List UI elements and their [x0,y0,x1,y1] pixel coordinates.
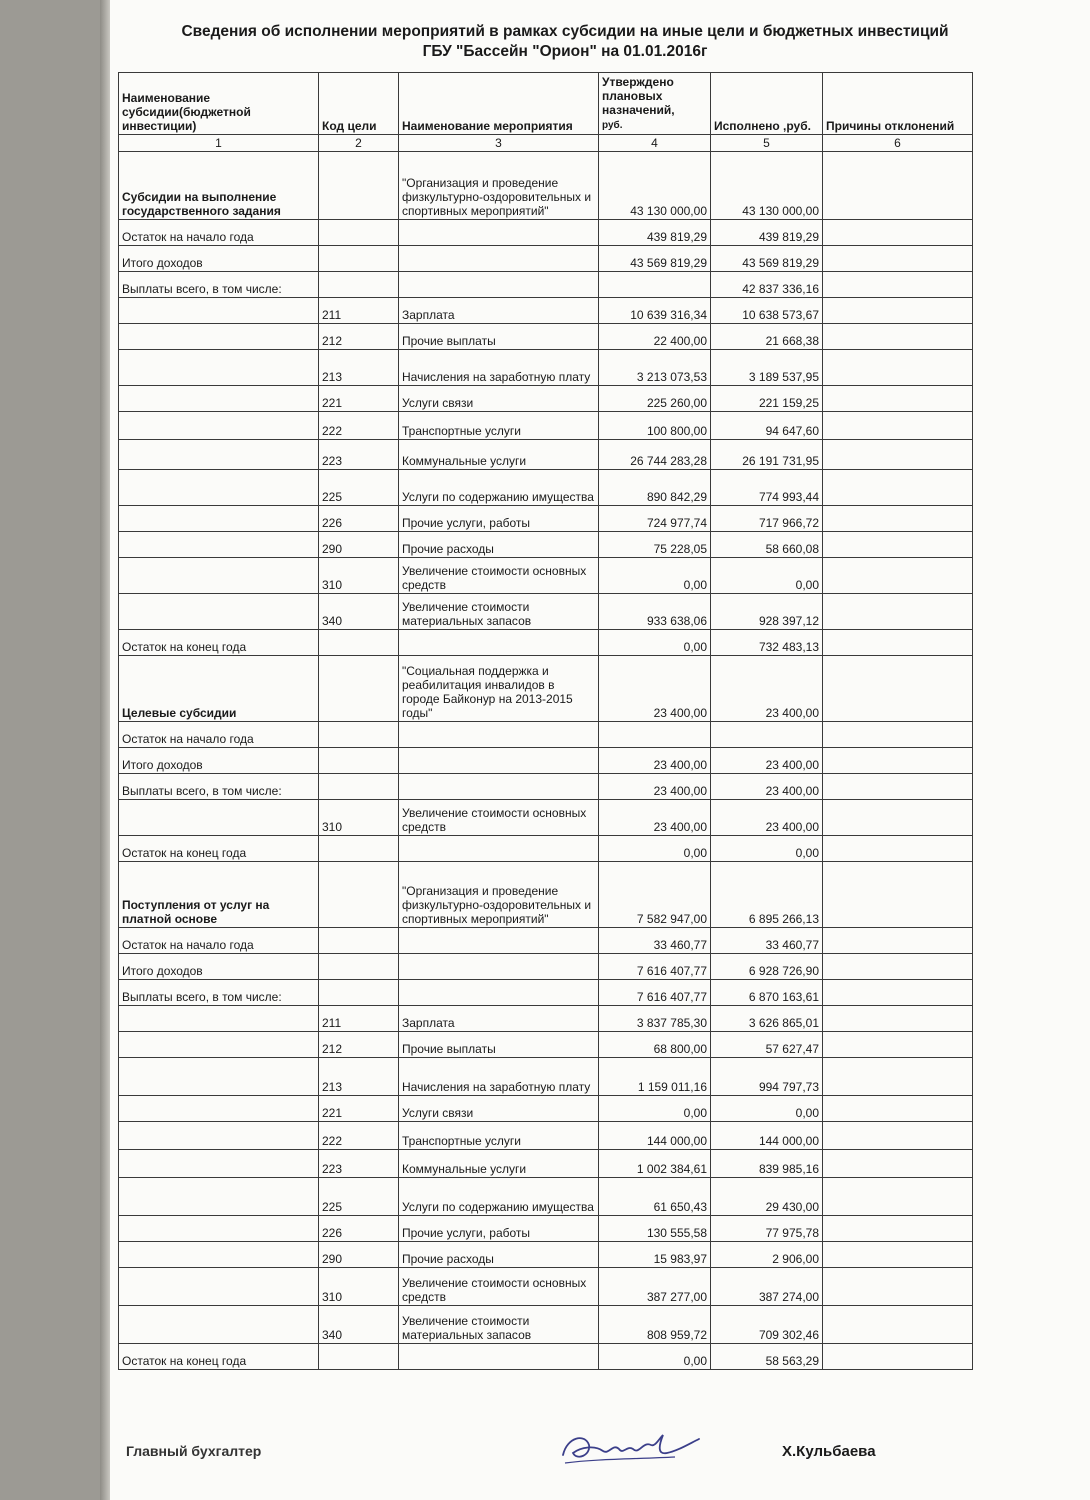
row-reason-cell [823,298,973,324]
row-name-cell: Итого доходов [119,246,319,272]
row-planned-cell: 22 400,00 [599,324,711,350]
row-measure-cell: Увеличение стоимости основных средств [399,558,599,594]
row-planned-cell: 61 650,43 [599,1178,711,1216]
row-reason-cell [823,1344,973,1370]
row-code-cell [319,954,399,980]
row-executed-cell: 3 189 537,95 [711,350,823,386]
row-code-cell [319,836,399,862]
row-code-cell: 223 [319,1150,399,1178]
row-planned-cell: 3 213 073,53 [599,350,711,386]
row-measure-cell [399,272,599,298]
row-measure-cell: Начисления на заработную плату [399,1058,599,1096]
row-measure-cell: Начисления на заработную плату [399,350,599,386]
row-planned-cell: 0,00 [599,836,711,862]
row-measure-cell [399,220,599,246]
table-row [119,1032,973,1058]
row-planned-cell: 0,00 [599,1096,711,1122]
column-number: 6 [823,135,973,152]
row-planned-cell: 15 983,97 [599,1242,711,1268]
row-measure-cell: "Организация и проведение физкультурно-оздоровительных и спортивных мероприятий" [399,152,599,220]
row-measure-cell [399,980,599,1006]
row-code-cell: 226 [319,1216,399,1242]
table-row [119,350,973,386]
accountant-name: Х.Кульбаева [782,1443,876,1460]
row-measure-cell: "Организация и проведение физкультурно-оздоровительных и спортивных мероприятий" [399,862,599,928]
row-code-cell: 340 [319,1306,399,1344]
row-reason-cell [823,1268,973,1306]
row-planned-cell: 890 842,29 [599,470,711,506]
row-code-cell: 211 [319,1006,399,1032]
row-name-cell: Остаток на конец года [119,836,319,862]
row-name-cell: Целевые субсидии [119,656,319,722]
row-measure-cell: "Социальная поддержка и реабилитация инвалидов в городе Байконур на 2013-2015 годы" [399,656,599,722]
title-line-2: ГБУ "Бассейн "Орион" на 01.01.2016г [422,43,708,60]
row-name-cell: Остаток на конец года [119,1344,319,1370]
row-executed-cell: 77 975,78 [711,1216,823,1242]
row-reason-cell [823,656,973,722]
row-planned-cell: 130 555,58 [599,1216,711,1242]
row-measure-cell [399,1344,599,1370]
row-name-cell [119,1242,319,1268]
row-name-cell [119,1096,319,1122]
row-planned-cell: 724 977,74 [599,506,711,532]
row-reason-cell [823,954,973,980]
row-name-cell: Остаток на начало года [119,722,319,748]
row-measure-cell [399,774,599,800]
row-executed-cell: 57 627,47 [711,1032,823,1058]
row-executed-cell: 928 397,12 [711,594,823,630]
row-planned-cell: 23 400,00 [599,656,711,722]
row-reason-cell [823,440,973,470]
row-measure-cell: Увеличение стоимости материальных запасов [399,1306,599,1344]
row-reason-cell [823,1216,973,1242]
row-name-cell [119,1306,319,1344]
report-body [119,152,973,1370]
row-name-cell [119,386,319,412]
row-measure-cell: Транспортные услуги [399,412,599,440]
row-code-cell: 310 [319,1268,399,1306]
row-executed-cell: 6 895 266,13 [711,862,823,928]
table-row [119,862,973,928]
row-measure-cell: Прочие услуги, работы [399,1216,599,1242]
row-planned-cell: 43 130 000,00 [599,152,711,220]
table-row [119,298,973,324]
row-executed-cell: 26 191 731,95 [711,440,823,470]
row-measure-cell [399,748,599,774]
row-executed-cell: 839 985,16 [711,1150,823,1178]
header-planned-label: Утверждено плановых назначений, [602,75,675,117]
row-measure-cell: Прочие выплаты [399,1032,599,1058]
row-executed-cell: 144 000,00 [711,1122,823,1150]
row-code-cell: 310 [319,800,399,836]
table-row [119,774,973,800]
row-executed-cell: 0,00 [711,1096,823,1122]
table-row [119,1268,973,1306]
row-name-cell: Выплаты всего, в том числе: [119,272,319,298]
row-planned-cell [599,722,711,748]
row-executed-cell: 6 870 163,61 [711,980,823,1006]
row-code-cell [319,272,399,298]
row-reason-cell [823,246,973,272]
table-row [119,748,973,774]
row-planned-cell: 23 400,00 [599,748,711,774]
row-code-cell: 340 [319,594,399,630]
row-planned-cell: 144 000,00 [599,1122,711,1150]
table-row [119,1306,973,1344]
table-row [119,412,973,440]
row-planned-cell: 0,00 [599,1344,711,1370]
header-row [119,73,973,135]
row-reason-cell [823,630,973,656]
table-row [119,836,973,862]
row-reason-cell [823,470,973,506]
row-reason-cell [823,558,973,594]
row-reason-cell [823,1058,973,1096]
row-executed-cell: 94 647,60 [711,412,823,440]
table-row [119,470,973,506]
row-measure-cell: Прочие расходы [399,532,599,558]
row-reason-cell [823,272,973,298]
row-executed-cell: 774 993,44 [711,470,823,506]
row-planned-cell: 808 959,72 [599,1306,711,1344]
row-code-cell: 225 [319,470,399,506]
row-measure-cell: Прочие услуги, работы [399,506,599,532]
row-executed-cell: 58 563,29 [711,1344,823,1370]
row-measure-cell: Зарплата [399,1006,599,1032]
table-row [119,558,973,594]
column-number: 5 [711,135,823,152]
header-reasons: Причины отклонений [823,73,973,135]
row-measure-cell: Увеличение стоимости материальных запасов [399,594,599,630]
row-reason-cell [823,1150,973,1178]
row-name-cell: Итого доходов [119,748,319,774]
row-reason-cell [823,220,973,246]
row-measure-cell [399,954,599,980]
row-reason-cell [823,506,973,532]
row-reason-cell [823,836,973,862]
column-number: 3 [399,135,599,152]
row-reason-cell [823,928,973,954]
row-name-cell [119,298,319,324]
document-title [150,22,980,62]
row-code-cell: 213 [319,350,399,386]
row-name-cell [119,324,319,350]
row-planned-cell: 68 800,00 [599,1032,711,1058]
row-code-cell: 211 [319,298,399,324]
row-code-cell [319,722,399,748]
table-row [119,1058,973,1096]
row-code-cell: 223 [319,440,399,470]
row-planned-cell: 75 228,05 [599,532,711,558]
row-code-cell [319,928,399,954]
row-planned-cell: 439 819,29 [599,220,711,246]
row-measure-cell [399,630,599,656]
row-planned-cell: 23 400,00 [599,800,711,836]
row-code-cell [319,1344,399,1370]
row-name-cell [119,1122,319,1150]
header-goal-code: Код цели [319,73,399,135]
row-reason-cell [823,386,973,412]
row-planned-cell: 0,00 [599,630,711,656]
row-executed-cell: 10 638 573,67 [711,298,823,324]
row-measure-cell: Увеличение стоимости основных средств [399,1268,599,1306]
row-planned-cell: 933 638,06 [599,594,711,630]
row-executed-cell: 0,00 [711,836,823,862]
row-planned-cell: 43 569 819,29 [599,246,711,272]
row-name-cell [119,1178,319,1216]
row-measure-cell: Услуги по содержанию имущества [399,1178,599,1216]
binding-strip [0,0,108,1500]
row-executed-cell: 709 302,46 [711,1306,823,1344]
table-row [119,1242,973,1268]
table-row [119,386,973,412]
binding-edge [100,0,110,1500]
row-name-cell: Субсидии на выполнение государственного задания [119,152,319,220]
row-measure-cell [399,722,599,748]
row-planned-cell: 33 460,77 [599,928,711,954]
table-row [119,152,973,220]
table-row [119,656,973,722]
table-row [119,440,973,470]
row-code-cell: 212 [319,324,399,350]
row-code-cell: 225 [319,1178,399,1216]
row-name-cell: Остаток на конец года [119,630,319,656]
row-name-cell [119,532,319,558]
row-code-cell: 222 [319,412,399,440]
row-planned-cell: 387 277,00 [599,1268,711,1306]
row-name-cell [119,506,319,532]
row-name-cell: Поступления от услуг на платной основе [119,862,319,928]
row-reason-cell [823,324,973,350]
table-row [119,220,973,246]
row-planned-cell: 7 616 407,77 [599,980,711,1006]
row-name-cell: Остаток на начало года [119,928,319,954]
row-name-cell [119,1032,319,1058]
row-planned-cell: 7 582 947,00 [599,862,711,928]
row-name-cell [119,470,319,506]
row-executed-cell [711,722,823,748]
row-planned-cell: 3 837 785,30 [599,1006,711,1032]
row-reason-cell [823,1306,973,1344]
row-code-cell: 222 [319,1122,399,1150]
row-reason-cell [823,412,973,440]
row-code-cell: 290 [319,1242,399,1268]
row-executed-cell: 6 928 726,90 [711,954,823,980]
row-planned-cell: 100 800,00 [599,412,711,440]
row-reason-cell [823,594,973,630]
row-executed-cell: 42 837 336,16 [711,272,823,298]
row-code-cell [319,220,399,246]
row-executed-cell: 23 400,00 [711,774,823,800]
row-measure-cell [399,928,599,954]
row-name-cell: Выплаты всего, в том числе: [119,774,319,800]
report-table [118,72,973,1370]
row-name-cell [119,1150,319,1178]
row-planned-cell: 7 616 407,77 [599,954,711,980]
row-name-cell [119,558,319,594]
row-executed-cell: 23 400,00 [711,656,823,722]
row-name-cell [119,1216,319,1242]
column-number: 4 [599,135,711,152]
row-executed-cell: 439 819,29 [711,220,823,246]
header-executed: Исполнено ,руб. [711,73,823,135]
row-executed-cell: 43 569 819,29 [711,246,823,272]
row-measure-cell: Коммунальные услуги [399,440,599,470]
row-reason-cell [823,1096,973,1122]
row-name-cell [119,350,319,386]
row-code-cell: 221 [319,1096,399,1122]
row-planned-cell: 10 639 316,34 [599,298,711,324]
row-name-cell [119,594,319,630]
row-reason-cell [823,862,973,928]
row-name-cell [119,412,319,440]
table-row [119,246,973,272]
row-executed-cell: 23 400,00 [711,748,823,774]
row-reason-cell [823,1122,973,1150]
row-reason-cell [823,722,973,748]
table-row [119,506,973,532]
table-row [119,272,973,298]
table-row [119,1006,973,1032]
table-row [119,954,973,980]
header-planned [599,73,711,135]
table-row [119,1178,973,1216]
row-name-cell: Остаток на начало года [119,220,319,246]
row-executed-cell: 387 274,00 [711,1268,823,1306]
row-executed-cell: 58 660,08 [711,532,823,558]
column-number: 2 [319,135,399,152]
row-planned-cell: 225 260,00 [599,386,711,412]
row-name-cell: Итого доходов [119,954,319,980]
row-reason-cell [823,1006,973,1032]
table-row [119,1150,973,1178]
chief-accountant-label: Главный бухгалтер [126,1443,262,1459]
row-code-cell [319,656,399,722]
row-reason-cell [823,152,973,220]
row-measure-cell: Прочие расходы [399,1242,599,1268]
row-code-cell [319,748,399,774]
row-name-cell: Выплаты всего, в том числе: [119,980,319,1006]
row-executed-cell: 29 430,00 [711,1178,823,1216]
table-row [119,630,973,656]
table-row [119,1122,973,1150]
row-planned-cell: 1 002 384,61 [599,1150,711,1178]
table-row [119,1096,973,1122]
table-row [119,980,973,1006]
row-measure-cell: Услуги по содержанию имущества [399,470,599,506]
row-planned-cell: 23 400,00 [599,774,711,800]
table-row [119,594,973,630]
header-planned-unit: руб. [602,120,623,131]
row-measure-cell: Зарплата [399,298,599,324]
row-reason-cell [823,1032,973,1058]
row-reason-cell [823,532,973,558]
table-row [119,324,973,350]
column-number: 1 [119,135,319,152]
row-reason-cell [823,800,973,836]
row-executed-cell: 732 483,13 [711,630,823,656]
row-executed-cell: 221 159,25 [711,386,823,412]
row-executed-cell: 3 626 865,01 [711,1006,823,1032]
row-reason-cell [823,1242,973,1268]
row-name-cell [119,1058,319,1096]
header-subsidy-name: Наименование субсидии(бюджетной инвестиции) [119,73,319,135]
row-measure-cell [399,246,599,272]
row-name-cell [119,440,319,470]
row-reason-cell [823,774,973,800]
row-executed-cell: 21 668,38 [711,324,823,350]
row-code-cell [319,630,399,656]
row-code-cell [319,862,399,928]
row-executed-cell: 717 966,72 [711,506,823,532]
table-row [119,1344,973,1370]
row-measure-cell: Услуги связи [399,386,599,412]
row-measure-cell: Прочие выплаты [399,324,599,350]
row-code-cell: 310 [319,558,399,594]
row-name-cell [119,800,319,836]
row-executed-cell: 33 460,77 [711,928,823,954]
row-executed-cell: 0,00 [711,558,823,594]
row-planned-cell: 1 159 011,16 [599,1058,711,1096]
header-measure-name: Наименование мероприятия [399,73,599,135]
row-reason-cell [823,980,973,1006]
row-planned-cell: 26 744 283,28 [599,440,711,470]
row-code-cell [319,980,399,1006]
row-reason-cell [823,350,973,386]
table-row [119,722,973,748]
row-code-cell: 221 [319,386,399,412]
handwritten-signature-icon [555,1425,705,1471]
column-number-row [119,135,973,152]
table-row [119,928,973,954]
row-reason-cell [823,748,973,774]
row-name-cell [119,1006,319,1032]
row-executed-cell: 2 906,00 [711,1242,823,1268]
row-code-cell: 213 [319,1058,399,1096]
row-planned-cell: 0,00 [599,558,711,594]
row-name-cell [119,1268,319,1306]
row-executed-cell: 23 400,00 [711,800,823,836]
row-measure-cell: Транспортные услуги [399,1122,599,1150]
table-row [119,1216,973,1242]
row-reason-cell [823,1178,973,1216]
row-measure-cell [399,836,599,862]
row-executed-cell: 43 130 000,00 [711,152,823,220]
row-code-cell: 212 [319,1032,399,1058]
row-executed-cell: 994 797,73 [711,1058,823,1096]
table-row [119,532,973,558]
row-measure-cell: Коммунальные услуги [399,1150,599,1178]
row-code-cell: 290 [319,532,399,558]
row-planned-cell [599,272,711,298]
row-measure-cell: Увеличение стоимости основных средств [399,800,599,836]
row-code-cell [319,246,399,272]
row-code-cell [319,152,399,220]
table-row [119,800,973,836]
row-measure-cell: Услуги связи [399,1096,599,1122]
title-line-1: Сведения об исполнении мероприятий в рамках субсидии на иные цели и бюджетных инвестиций [181,23,949,40]
row-code-cell: 226 [319,506,399,532]
row-code-cell [319,774,399,800]
